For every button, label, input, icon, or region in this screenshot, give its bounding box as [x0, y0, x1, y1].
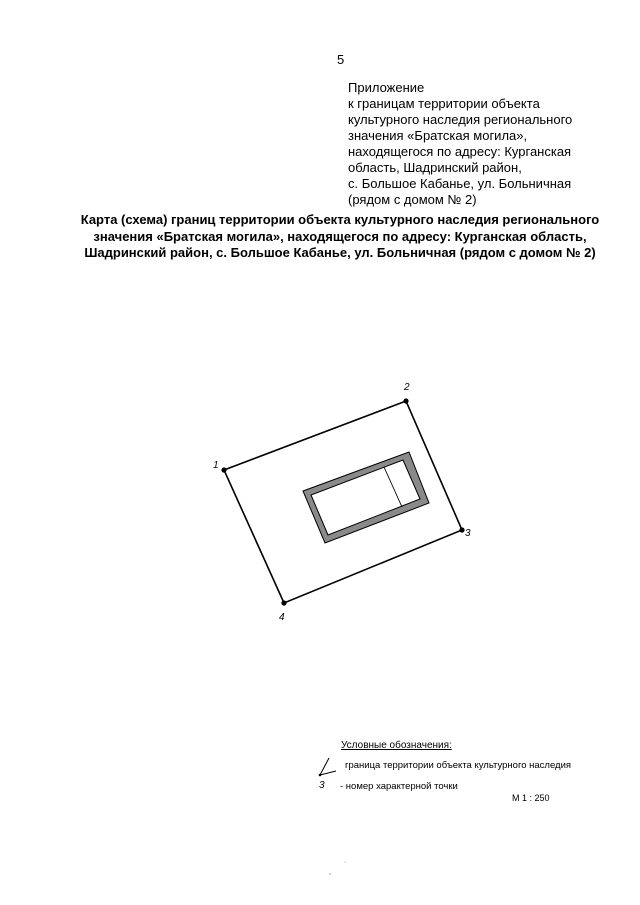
point-label-1: 1 [213, 460, 219, 471]
appendix-line: область, Шадринский район, [348, 160, 522, 175]
appendix-line: Приложение [348, 80, 425, 95]
appendix-line: (рядом с домом № 2) [348, 192, 477, 207]
legend-boundary-desc: граница территории объекта культурного наследия [345, 760, 572, 771]
page-number: 5 [337, 52, 345, 67]
boundary-point-1 [221, 467, 226, 472]
appendix-line: культурного наследия регионального [348, 112, 573, 127]
point-label-4: 4 [279, 612, 285, 623]
legend-point-dot [319, 774, 322, 777]
point-label-2: 2 [404, 382, 410, 393]
legend-boundary-symbol [320, 758, 336, 775]
appendix-line: находящегося по адресу: Курганская [348, 144, 572, 159]
appendix-line: к границам территории объекта [348, 96, 540, 111]
map-scale: М 1 : 250 [512, 793, 550, 803]
legend-point-example: 3 [319, 780, 325, 791]
boundary-point-2 [403, 398, 408, 403]
legend-title: Условные обозначения: [341, 740, 452, 751]
point-label-3: 3 [465, 528, 471, 539]
title-line: значения «Братская могила», находящегося по адресу: Курганская область, [93, 228, 587, 244]
appendix-line: значения «Братская могила», [348, 128, 528, 143]
appendix-line: с. Большое Кабанье, ул. Больничная [348, 176, 572, 191]
legend-point-desc: - номер характерной точки [340, 781, 458, 792]
title-line: Шадринский район, с. Большое Кабанье, ул. Больничная (рядом с домом № 2) [84, 245, 596, 260]
stray-dot [345, 862, 346, 863]
stray-dot [329, 873, 330, 874]
title-line: Карта (схема) границ территории объекта культурного наследия регионального [80, 212, 600, 227]
boundary-point-3 [459, 527, 464, 532]
boundary-point-4 [281, 600, 286, 605]
